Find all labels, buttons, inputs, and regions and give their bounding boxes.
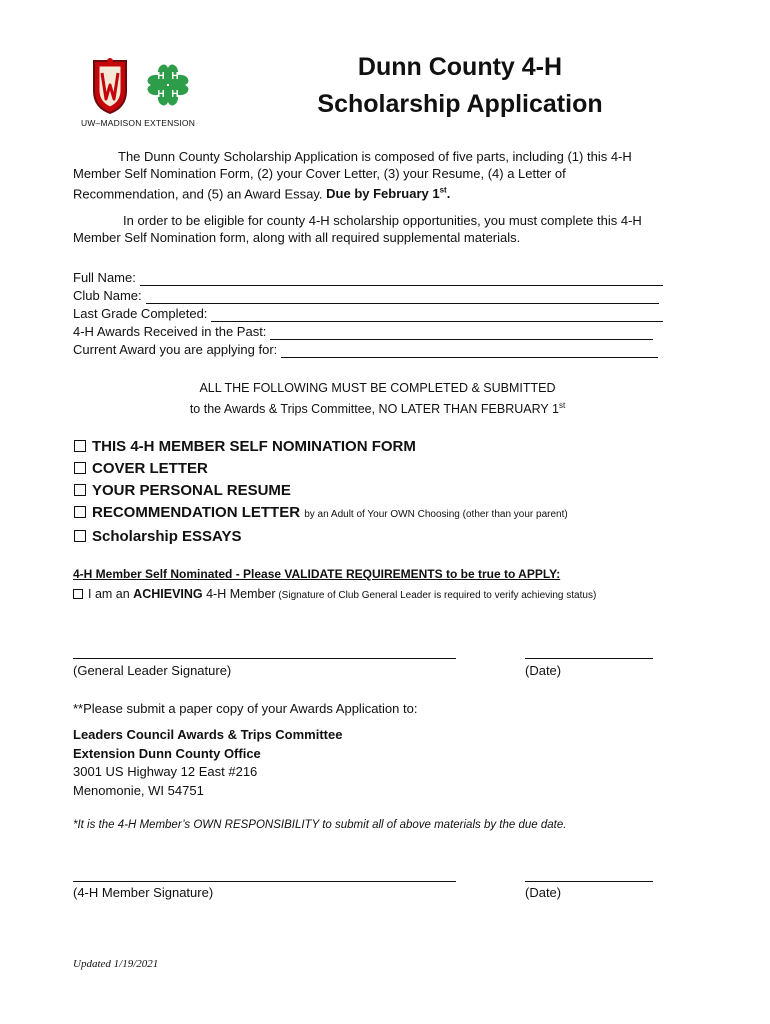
- checklist-item-recommendation[interactable]: [74, 502, 694, 526]
- validate-item-achieving[interactable]: [73, 586, 596, 604]
- checkbox[interactable]: [73, 589, 83, 599]
- field-club-name[interactable]: [73, 286, 663, 304]
- title-line-2: Scholarship Application: [317, 90, 603, 118]
- validate-note: (Signature of Club General Leader is required to verify achieving status): [275, 590, 597, 601]
- intro-p2-line2: Member Self Nomination form, along with all required supplemental materials.: [73, 230, 521, 245]
- leader-date-label: (Date): [525, 663, 562, 678]
- member-signature-label: (4-H Member Signature): [73, 885, 214, 900]
- field-label: Full Name:: [73, 270, 136, 285]
- checkbox[interactable]: [74, 440, 86, 452]
- field-line[interactable]: [211, 309, 663, 322]
- checkbox[interactable]: [74, 484, 86, 496]
- intro-p1-line2: Member Self Nomination Form, (2) your Cover Letter, (3) your Resume, (4) a Letter of: [73, 166, 566, 181]
- notice-line2-sup: st: [558, 401, 566, 410]
- due-date: [326, 186, 450, 201]
- address-line-3: 3001 US Highway 12 East #216: [73, 764, 258, 779]
- checklist-note: by an Adult of Your OWN Choosing (other than your parent): [304, 509, 568, 520]
- checklist-label: Scholarship ESSAYS: [92, 528, 242, 545]
- member-date-line[interactable]: [525, 881, 653, 882]
- field-line[interactable]: [281, 345, 658, 358]
- due-date-end: .: [446, 186, 451, 202]
- field-line[interactable]: [140, 273, 663, 286]
- form-fields: [73, 268, 663, 358]
- notice-line1: ALL THE FOLLOWING MUST BE COMPLETED & SUBMITTED: [199, 381, 556, 395]
- notice-line2: [100, 397, 655, 418]
- intro-p1-line3: [73, 182, 713, 202]
- validate-heading: 4-H Member Self Nominated - Please VALIDATE REQUIREMENTS to be true to APPLY:: [73, 567, 561, 581]
- checklist-label: THIS 4-H MEMBER SELF NOMINATION FORM: [92, 438, 416, 455]
- leader-date-line[interactable]: [525, 658, 653, 659]
- intro-paragraph-1: [73, 148, 713, 202]
- responsibility-note: *It is the 4-H Member’s OWN RESPONSIBILITY to submit all of above materials by the due date.: [73, 819, 567, 831]
- checklist-item-nomination-form[interactable]: [74, 436, 694, 458]
- intro-p1-line3-text: Recommendation, and (5) an Award Essay.: [73, 186, 327, 202]
- validate-text-a: I am an: [88, 587, 134, 601]
- mailing-address: [73, 726, 342, 800]
- checklist-label: YOUR PERSONAL RESUME: [92, 482, 291, 499]
- requirements-checklist: [74, 436, 694, 548]
- address-line-1: Leaders Council Awards & Trips Committee: [73, 727, 343, 742]
- field-label: 4-H Awards Received in the Past:: [73, 324, 267, 339]
- updated-date: Updated 1/19/2021: [73, 958, 159, 970]
- field-past-awards[interactable]: [73, 322, 663, 340]
- address-line-4: Menomonie, WI 54751: [73, 782, 204, 798]
- field-label: Club Name:: [73, 288, 142, 303]
- checklist-label: RECOMMENDATION LETTER: [92, 504, 301, 521]
- field-line[interactable]: [146, 291, 659, 304]
- checkbox[interactable]: [74, 506, 86, 518]
- notice-line2-text: to the Awards & Trips Committee, NO LATER THAN FEBRUARY 1: [189, 402, 559, 417]
- due-date-sup: st: [439, 186, 447, 195]
- field-line[interactable]: [270, 327, 653, 340]
- field-last-grade[interactable]: [73, 304, 663, 322]
- checkbox[interactable]: [74, 530, 86, 542]
- checkbox[interactable]: [74, 462, 86, 474]
- intro-p1-line1: The Dunn County Scholarship Application is composed of five parts, including (1) this 4-H: [118, 149, 632, 164]
- member-date-label: (Date): [525, 885, 562, 900]
- due-date-text: Due by February 1: [326, 186, 440, 202]
- checklist-item-essays[interactable]: [74, 526, 694, 548]
- intro-p2-line1: In order to be eligible for county 4-H scholarship opportunities, you must complete this 4-H: [123, 213, 642, 228]
- checklist-item-resume[interactable]: [74, 480, 694, 502]
- page-title: [290, 49, 630, 123]
- field-full-name[interactable]: [73, 268, 663, 286]
- field-current-award[interactable]: [73, 340, 663, 358]
- svg-text:H: H: [157, 89, 165, 100]
- svg-text:H: H: [157, 71, 165, 82]
- leader-signature-line[interactable]: [73, 658, 456, 659]
- logo-caption: UW–MADISON EXTENSION: [81, 118, 196, 128]
- uw-crest-logo: [90, 57, 130, 115]
- 4h-clover-logo: [143, 60, 193, 110]
- submission-notice: [100, 380, 655, 418]
- checklist-label: COVER LETTER: [92, 460, 208, 477]
- address-line-2: Extension Dunn County Office: [73, 745, 261, 761]
- field-label: Current Award you are applying for:: [73, 342, 278, 357]
- validate-text-bold: ACHIEVING: [133, 587, 203, 601]
- leader-signature-label: (General Leader Signature): [73, 663, 232, 678]
- intro-paragraph-2: [73, 212, 713, 246]
- svg-text:H: H: [171, 71, 179, 82]
- validate-text-c: 4-H Member: [202, 587, 276, 601]
- title-line-1: Dunn County 4-H: [357, 53, 563, 81]
- svg-text:H: H: [171, 89, 179, 100]
- submit-instruction: **Please submit a paper copy of your Awards Application to:: [73, 701, 418, 716]
- checklist-item-cover-letter[interactable]: [74, 458, 694, 480]
- member-signature-line[interactable]: [73, 881, 456, 882]
- field-label: Last Grade Completed:: [73, 306, 208, 321]
